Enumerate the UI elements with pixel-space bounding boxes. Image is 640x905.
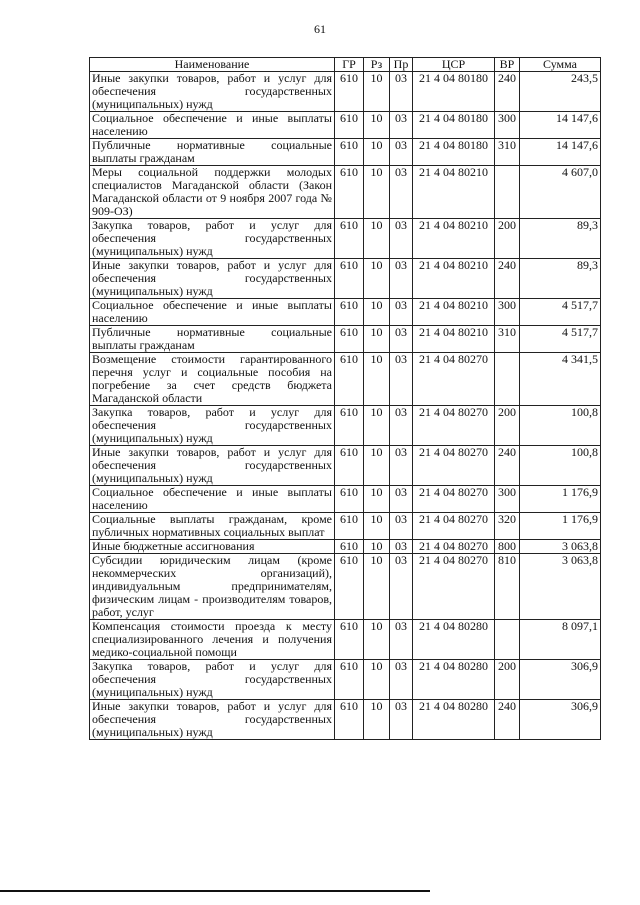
row-name-cell: Иные закупки товаров, работ и услуг для обеспечения государственных (муниципальных) нужд xyxy=(90,446,335,486)
row-sum-cell: 306,9 xyxy=(520,660,601,700)
table-row xyxy=(90,299,601,326)
row-sum-cell: 3 063,8 xyxy=(520,554,601,620)
row-rz-cell: 10 xyxy=(364,486,390,513)
row-vr-cell: 300 xyxy=(495,299,520,326)
row-csr-cell: 21 4 04 80270 xyxy=(413,406,495,446)
row-name-cell: Закупка товаров, работ и услуг для обеспечения государственных (муниципальных) нужд xyxy=(90,219,335,259)
table-row xyxy=(90,540,601,554)
header-pr: Пр xyxy=(390,58,413,72)
row-sum-cell: 243,5 xyxy=(520,72,601,112)
row-gr-cell: 610 xyxy=(335,219,364,259)
table-row xyxy=(90,112,601,139)
row-csr-cell: 21 4 04 80270 xyxy=(413,540,495,554)
row-gr-cell: 610 xyxy=(335,166,364,219)
header-sum: Сумма xyxy=(520,58,601,72)
row-pr-cell: 03 xyxy=(390,72,413,112)
row-sum-cell: 3 063,8 xyxy=(520,540,601,554)
row-gr-cell: 610 xyxy=(335,700,364,740)
row-rz-cell: 10 xyxy=(364,660,390,700)
row-vr-cell: 200 xyxy=(495,219,520,259)
row-pr-cell: 03 xyxy=(390,299,413,326)
row-gr-cell: 610 xyxy=(335,299,364,326)
row-gr-cell: 610 xyxy=(335,540,364,554)
row-sum-cell: 100,8 xyxy=(520,446,601,486)
row-gr-cell: 610 xyxy=(335,112,364,139)
row-pr-cell: 03 xyxy=(390,353,413,406)
row-name-cell: Иные закупки товаров, работ и услуг для обеспечения государственных (муниципальных) нужд xyxy=(90,700,335,740)
row-csr-cell: 21 4 04 80270 xyxy=(413,353,495,406)
table-row xyxy=(90,554,601,620)
table-row xyxy=(90,72,601,112)
row-gr-cell: 610 xyxy=(335,513,364,540)
table-row xyxy=(90,513,601,540)
row-name-cell: Закупка товаров, работ и услуг для обеспечения государственных (муниципальных) нужд xyxy=(90,660,335,700)
row-gr-cell: 610 xyxy=(335,660,364,700)
row-name-cell: Публичные нормативные социальные выплаты гражданам xyxy=(90,326,335,353)
row-csr-cell: 21 4 04 80210 xyxy=(413,166,495,219)
table-row xyxy=(90,259,601,299)
row-gr-cell: 610 xyxy=(335,406,364,446)
row-csr-cell: 21 4 04 80280 xyxy=(413,620,495,660)
table-row xyxy=(90,486,601,513)
row-gr-cell: 610 xyxy=(335,353,364,406)
row-rz-cell: 10 xyxy=(364,353,390,406)
row-pr-cell: 03 xyxy=(390,326,413,353)
row-vr-cell: 200 xyxy=(495,406,520,446)
header-rz: Рз xyxy=(364,58,390,72)
row-sum-cell: 306,9 xyxy=(520,700,601,740)
row-name-cell: Иные бюджетные ассигнования xyxy=(90,540,335,554)
row-rz-cell: 10 xyxy=(364,406,390,446)
row-name-cell: Социальное обеспечение и иные выплаты населению xyxy=(90,299,335,326)
header-gr: ГР xyxy=(335,58,364,72)
row-csr-cell: 21 4 04 80270 xyxy=(413,486,495,513)
row-name-cell: Меры социальной поддержки молодых специалистов Магаданской области (Закон Магаданской области от 9 ноября 2007 года № 909-ОЗ) xyxy=(90,166,335,219)
table-row xyxy=(90,446,601,486)
row-sum-cell: 89,3 xyxy=(520,219,601,259)
row-gr-cell: 610 xyxy=(335,259,364,299)
row-csr-cell: 21 4 04 80210 xyxy=(413,326,495,353)
row-pr-cell: 03 xyxy=(390,513,413,540)
row-name-cell: Социальное обеспечение и иные выплаты населению xyxy=(90,486,335,513)
header-csr: ЦСР xyxy=(413,58,495,72)
row-pr-cell: 03 xyxy=(390,406,413,446)
row-gr-cell: 610 xyxy=(335,72,364,112)
row-sum-cell: 4 517,7 xyxy=(520,326,601,353)
row-gr-cell: 610 xyxy=(335,486,364,513)
row-vr-cell: 200 xyxy=(495,660,520,700)
row-sum-cell: 100,8 xyxy=(520,406,601,446)
budget-table xyxy=(89,57,601,740)
row-csr-cell: 21 4 04 80270 xyxy=(413,554,495,620)
row-vr-cell: 300 xyxy=(495,486,520,513)
row-vr-cell: 310 xyxy=(495,139,520,166)
row-csr-cell: 21 4 04 80210 xyxy=(413,219,495,259)
row-csr-cell: 21 4 04 80180 xyxy=(413,72,495,112)
row-name-cell: Иные закупки товаров, работ и услуг для обеспечения государственных (муниципальных) нужд xyxy=(90,72,335,112)
row-rz-cell: 10 xyxy=(364,259,390,299)
row-vr-cell: 300 xyxy=(495,112,520,139)
row-csr-cell: 21 4 04 80180 xyxy=(413,139,495,166)
page-number: 61 xyxy=(314,22,326,36)
row-sum-cell: 1 176,9 xyxy=(520,486,601,513)
table-row xyxy=(90,406,601,446)
row-vr-cell: 810 xyxy=(495,554,520,620)
row-rz-cell: 10 xyxy=(364,166,390,219)
row-pr-cell: 03 xyxy=(390,139,413,166)
row-sum-cell: 14 147,6 xyxy=(520,112,601,139)
row-csr-cell: 21 4 04 80280 xyxy=(413,660,495,700)
table-row xyxy=(90,620,601,660)
row-rz-cell: 10 xyxy=(364,446,390,486)
header-vr: ВР xyxy=(495,58,520,72)
row-gr-cell: 610 xyxy=(335,554,364,620)
row-pr-cell: 03 xyxy=(390,446,413,486)
row-vr-cell: 320 xyxy=(495,513,520,540)
row-rz-cell: 10 xyxy=(364,513,390,540)
table-row xyxy=(90,353,601,406)
row-vr-cell: 800 xyxy=(495,540,520,554)
row-name-cell: Иные закупки товаров, работ и услуг для обеспечения государственных (муниципальных) нужд xyxy=(90,259,335,299)
row-pr-cell: 03 xyxy=(390,219,413,259)
footer-divider xyxy=(0,890,430,892)
row-pr-cell: 03 xyxy=(390,660,413,700)
row-gr-cell: 610 xyxy=(335,620,364,660)
table-row xyxy=(90,700,601,740)
row-vr-cell xyxy=(495,353,520,406)
row-name-cell: Возмещение стоимости гарантированного перечня услуг и социальные пособия на погребение за счет средств бюджета Магаданской области xyxy=(90,353,335,406)
row-name-cell: Социальные выплаты гражданам, кроме публичных нормативных социальных выплат xyxy=(90,513,335,540)
row-name-cell: Субсидии юридическим лицам (кроме некоммерческих организаций), индивидуальным предпринимателям, физическим лицам - производителям товаров, работ, услуг xyxy=(90,554,335,620)
row-sum-cell: 89,3 xyxy=(520,259,601,299)
row-vr-cell: 240 xyxy=(495,72,520,112)
row-rz-cell: 10 xyxy=(364,326,390,353)
table-row xyxy=(90,139,601,166)
row-vr-cell xyxy=(495,166,520,219)
table-header-row xyxy=(90,58,601,72)
row-sum-cell: 4 341,5 xyxy=(520,353,601,406)
row-vr-cell: 240 xyxy=(495,700,520,740)
row-csr-cell: 21 4 04 80280 xyxy=(413,700,495,740)
row-sum-cell: 4 607,0 xyxy=(520,166,601,219)
row-rz-cell: 10 xyxy=(364,554,390,620)
row-rz-cell: 10 xyxy=(364,540,390,554)
row-rz-cell: 10 xyxy=(364,112,390,139)
row-pr-cell: 03 xyxy=(390,166,413,219)
header-name: Наименование xyxy=(90,58,335,72)
row-csr-cell: 21 4 04 80180 xyxy=(413,112,495,139)
row-vr-cell: 240 xyxy=(495,259,520,299)
row-rz-cell: 10 xyxy=(364,700,390,740)
row-gr-cell: 610 xyxy=(335,326,364,353)
row-vr-cell: 240 xyxy=(495,446,520,486)
row-pr-cell: 03 xyxy=(390,700,413,740)
table-row xyxy=(90,166,601,219)
row-vr-cell: 310 xyxy=(495,326,520,353)
row-csr-cell: 21 4 04 80210 xyxy=(413,259,495,299)
table-row xyxy=(90,326,601,353)
row-gr-cell: 610 xyxy=(335,139,364,166)
row-sum-cell: 8 097,1 xyxy=(520,620,601,660)
row-rz-cell: 10 xyxy=(364,620,390,660)
row-csr-cell: 21 4 04 80210 xyxy=(413,299,495,326)
row-rz-cell: 10 xyxy=(364,72,390,112)
row-name-cell: Закупка товаров, работ и услуг для обеспечения государственных (муниципальных) нужд xyxy=(90,406,335,446)
row-rz-cell: 10 xyxy=(364,219,390,259)
row-name-cell: Социальное обеспечение и иные выплаты населению xyxy=(90,112,335,139)
row-gr-cell: 610 xyxy=(335,446,364,486)
row-pr-cell: 03 xyxy=(390,259,413,299)
row-pr-cell: 03 xyxy=(390,486,413,513)
row-rz-cell: 10 xyxy=(364,299,390,326)
row-pr-cell: 03 xyxy=(390,620,413,660)
table-row xyxy=(90,660,601,700)
row-sum-cell: 1 176,9 xyxy=(520,513,601,540)
table-row xyxy=(90,219,601,259)
row-vr-cell xyxy=(495,620,520,660)
row-pr-cell: 03 xyxy=(390,540,413,554)
row-rz-cell: 10 xyxy=(364,139,390,166)
row-pr-cell: 03 xyxy=(390,554,413,620)
row-pr-cell: 03 xyxy=(390,112,413,139)
row-name-cell: Компенсация стоимости проезда к месту специализированного лечения и получения медико-социальной помощи xyxy=(90,620,335,660)
row-csr-cell: 21 4 04 80270 xyxy=(413,513,495,540)
row-sum-cell: 4 517,7 xyxy=(520,299,601,326)
row-name-cell: Публичные нормативные социальные выплаты гражданам xyxy=(90,139,335,166)
row-sum-cell: 14 147,6 xyxy=(520,139,601,166)
row-csr-cell: 21 4 04 80270 xyxy=(413,446,495,486)
